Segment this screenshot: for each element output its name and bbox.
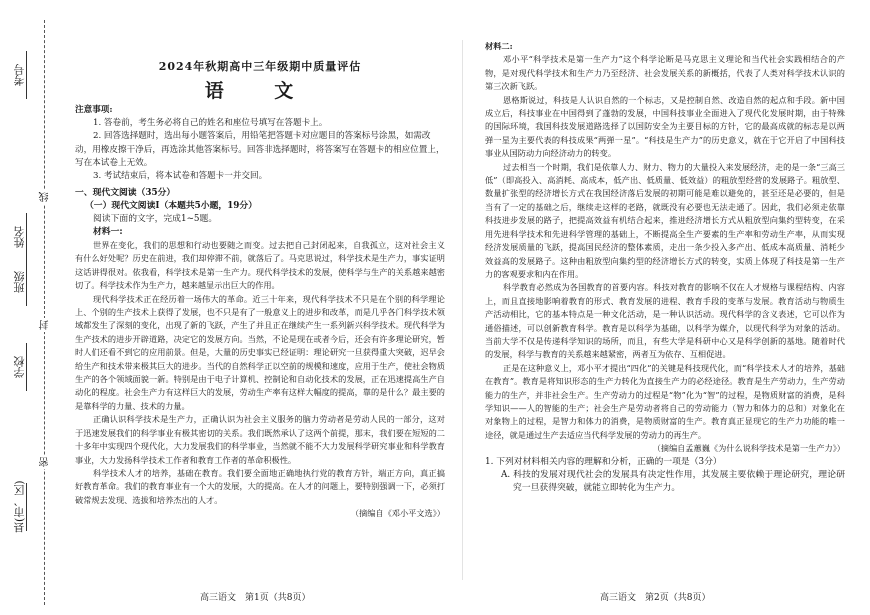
- mark-mi: 密: [40, 457, 51, 467]
- notes-section: [75, 104, 445, 183]
- field-name: 姓名: [14, 210, 34, 264]
- paragraph: 正是在这种意义上，邓小平才提出“四化”的关键是科技现代化，而“科学技术人才的培养，基础在教育”。教育是将知识形态的生产力转化为直接生产力的必经途径。教育是生产劳动力，生产劳动能力的生产，并非社会生产。生产劳动力的过程是“物”化为“智”的过程，是物质财富的消费，是科学知识——人的智能的生产；社会生产是劳动者将自己的劳动能力（智力和体力的总和）对象化在对象物上的过程，是智力和体力的消费，是物质财富的生产。教育真正显现它的生产力功能的唯一途径，就是通过生产去适应当代科学发展的劳动力的再生产。: [485, 362, 845, 440]
- question-1: 1. 下列对材料相关内容的理解和分析，正确的一项是（3分）: [485, 456, 722, 467]
- exam-title: 2024年秋期高中三年级期中质量评估: [158, 60, 362, 73]
- mark-xian: 线: [40, 192, 51, 202]
- paragraph: 科学技术人才的培养，基础在教育。我们要全面地正确地执行党的教育方针，端正方向，真正搞好教育革命。我们的教育事业有一个大的发展，大的提高。在人才的问题上，要特别强调一下，必须打破常规去发现、选拔和培养杰出的人才。: [75, 467, 445, 505]
- paragraph: 科学教育必然成为各国教育的首要内容。科技对教育的影响不仅在人才规格与课程结构、内容上，而且直接地影响着教育的形式、教育发展的进程、教育手段的变革与发展。教育活动与物质生产活动相比，它的基本特点是一种文化活动，是一种认识活动。现代科学的含义表述，它可以作为通俗描述，可以创新教育科学。教育是以科学为基础，以科学为媒介，以现代科学为对象的活动。当前大学不仅是传递科学知识的场所，而且，有些大学是科研中心又是科学创新的基地。随着时代的发展，科学与教育的关系越来越紧密，两者互为依存、互相促进。: [485, 282, 845, 360]
- mark-feng: 封: [40, 320, 51, 330]
- field-exam-number: 考号: [14, 48, 34, 102]
- instruction: 阅读下面的文字，完成1~5题。: [93, 214, 218, 224]
- binding-line: [44, 20, 45, 605]
- paragraph: 邓小平“科学技术是第一生产力”这个科学论断是马克思主义理论和当代社会实践相结合的产物，是对现代科学技术和生产力乃至经济、社会发展关系的新概括，代表了人类对科学技术认识的第三次新飞跃。: [485, 54, 845, 92]
- question-1-option-a: A. 科技的发展对现代社会的发展具有决定性作用，其发展主要依赖于理论研究，理论研究一旦获得突破，就能立即转化为生产力。: [501, 470, 845, 494]
- section-title: 一、现代文阅读（35分）: [75, 188, 176, 198]
- field-county: 县(市、区): [13, 480, 26, 534]
- column-divider: [462, 40, 463, 580]
- paragraph: 过去相当一个时期，我们是依靠人力、财力、物力的大量投入来发展经济，走的是一条“三高三低”（即高投入、高消耗、高成本，低产出、低质量、低效益）的粗放型经营的发展路子。粗放型、数量扩张型的经济增长方式在我国经济落后发展的初期可能是难以避免的，甚至还是必要的，但是当有了一定的基础之后，继续走这样的老路，就既没有必要也无法走通了。因此，我们必须走依靠科技进步发展的路子，把提高效益有机结合起来，推进经济增长方式从粗放型向集约型转变，在采用先进科学技术和先进科学管理的基础上，不断提高全生产要素的生产率和劳动生产率，从而实现经济发展质量的飞跃，提高国民经济的整体素质，走出一条少投入多产出、低成本高质量、消耗少效益高的发展路子。这种由粗放型向集约型的经济增长方式的转变，实质上体现了科技是第一生产力的客观要求和内在作用。: [485, 161, 845, 279]
- subsection-title: （一）现代文阅读Ⅰ（本题共5小题，19分）: [85, 201, 258, 211]
- source-citation: （摘编自《邓小平文选》）: [350, 508, 445, 519]
- notes-heading: 注意事项:: [75, 105, 113, 115]
- source-citation: （摘编自孟蕙巍《为什么说科学技术是第一生产力》）: [652, 443, 845, 454]
- paragraph: 世界在变化，我们的思想和行动也要随之而变。过去把自己封闭起来，自我孤立，这对社会主义有什么好处呢？历史在前进，我们却停滞不前，就落后了。马克思说过，科学技术是生产力，事实证明这话讲得很对。依我看，科学技术是第一生产力。现代科学技术的发展，使科学与生产的关系越来越密切了。科学技术作为生产力，越来越显示出巨大的作用。: [75, 240, 445, 291]
- note-item: 3. 考试结束后，将本试卷和答题卡一并交回。: [93, 171, 268, 182]
- footer-left: 高三语文 第1页（共8页）: [200, 593, 311, 603]
- right-column: [485, 40, 845, 496]
- material1-body: [75, 239, 445, 521]
- reading-section: [75, 187, 445, 521]
- paragraph: 现代科学技术正在经历着一场伟大的革命。近三十年来，现代科学技术不只是在个别的科学理论上、个别的生产技术上获得了发展，也不只是有了一般意义上的进步和改革，而是几乎各门科学技术领域都发生了深刻的变化，出现了新的飞跃，产生了并且正在继续产生一系列新兴科学技术。现代科学为生产技术的进步开辟道路，决定它的发展方向。当然，不论是现在或者今后，还会有许多理论研究，暂时人们还看不到它的应用前景。但是，大量的历史事实已经证明：理论研究一旦获得重大突破，迟早会给生产和技术带来极其巨大的进步。当代的自然科学正以空前的规模和速度，应用于生产，使社会物质生产的各个领域面貌一新。特别是由于电子计算机、控制论和自动化技术的发展，正在迅速提高生产自动化的程度。社会生产力有这样巨大的发展，劳动生产率有这样大幅度的提高，靠的是什么？最主要的是靠科学的力量、技术的力量。: [75, 293, 445, 411]
- note-item: 2. 回答选择题时，选出每小题答案后，用铅笔把答题卡对应题目的答案标号涂黑，如需改动，用橡皮擦干净后，再选涂其他答案标号。回答非选择题时，将答案写在答题卡的相应位置上，写在本试卷上无效。: [75, 131, 445, 168]
- field-school: 学校: [14, 340, 34, 394]
- subject-title: 语 文: [204, 80, 316, 102]
- binding-strip: [0, 0, 60, 615]
- field-class: 班级: [14, 255, 34, 309]
- material1-label: 材料一:: [93, 227, 123, 237]
- paragraph: 恩格斯说过，科技是人认识自然的一个标志，又是控制自然、改造自然的起点和手段。新中国成立后，科技事业在中国得到了蓬勃的发展，中国科技事业全面进入了现代化发展时期，由于特殊的国际环境，我国科技发展道路选择了以国防安全为主要目标的方针，它的最高成就的标志是以两弹一星为主要代表的科技成果“两弹一星”。“科技是生产力”的历史意义，就在于它开启了中国科技事业从国防动力向经济动力的转变。: [485, 94, 845, 159]
- paragraph: 正确认识科学技术是生产力，正确认识为社会主义服务的脑力劳动者是劳动人民的一部分，这对于迅速发展我们的科学事业有极其密切的关系。我们既然承认了这两个前提，那末，我们要在短短的二十多年中实现四个现代化，大力发展我们的科学事业，当然就不能不大力发展科学研究事业和科学教育事业，大力发扬科学技术工作者和教育工作者的革命积极性。: [75, 414, 445, 465]
- material2-label: 材料二:: [485, 41, 513, 51]
- note-item: 1. 答卷前，考生务必将自己的姓名和座位号填写在答题卡上。: [93, 118, 328, 129]
- footer-right: 高三语文 第2页（共8页）: [600, 593, 711, 603]
